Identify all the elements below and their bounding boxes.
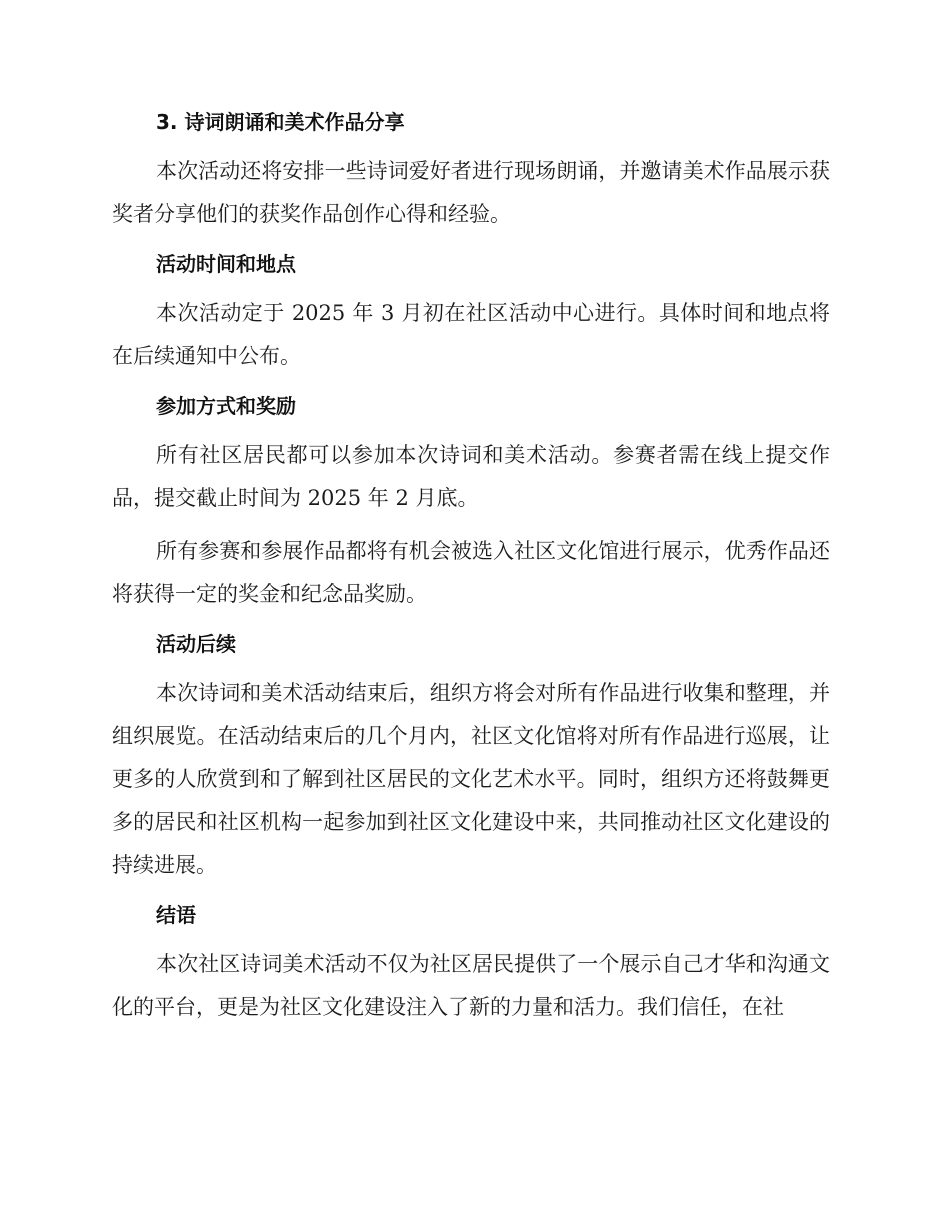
- paragraph-follow-up: 本次诗词和美术活动结束后，组织方将会对所有作品进行收集和整理，并组织展览。在活动结束后的几个月内，社区文化馆将对所有作品进行巡展，让更多的人欣赏到和了解到社区居民的文化艺术水平。同时，组织方还将鼓舞更多的居民和社区机构一起参加到社区文化建设中来，共同推动社区文化建设的持续进展。: [112, 681, 830, 877]
- paragraph-poetry-sharing: 本次活动还将安排一些诗词爱好者进行现场朗诵，并邀请美术作品展示获奖者分享他们的获奖作品创作心得和经验。: [112, 159, 830, 226]
- section-heading-participation: 参加方式和奖励: [156, 394, 296, 418]
- section-heading-follow-up: 活动后续: [156, 632, 236, 656]
- paragraph-conclusion: 本次社区诗词美术活动不仅为社区居民提供了一个展示自己才华和沟通文化的平台，更是为社区文化建设注入了新的力量和活力。我们信任，在社: [112, 952, 830, 1019]
- section-heading-conclusion: 结语: [156, 903, 196, 927]
- paragraph-time-place: 本次活动定于 2025 年 3 月初在社区活动中心进行。具体时间和地点将在后续通知中公布。: [112, 301, 830, 368]
- paragraph-participation: 所有社区居民都可以参加本次诗词和美术活动。参赛者需在线上提交作品，提交截止时间为 2025 年 2 月底。: [112, 443, 830, 510]
- paragraph-rewards: 所有参赛和参展作品都将有机会被选入社区文化馆进行展示，优秀作品还将获得一定的奖金和纪念品奖励。: [112, 539, 830, 606]
- section-heading-time-place: 活动时间和地点: [156, 252, 296, 276]
- section-heading-poetry-sharing: 3. 诗词朗诵和美术作品分享: [156, 110, 405, 134]
